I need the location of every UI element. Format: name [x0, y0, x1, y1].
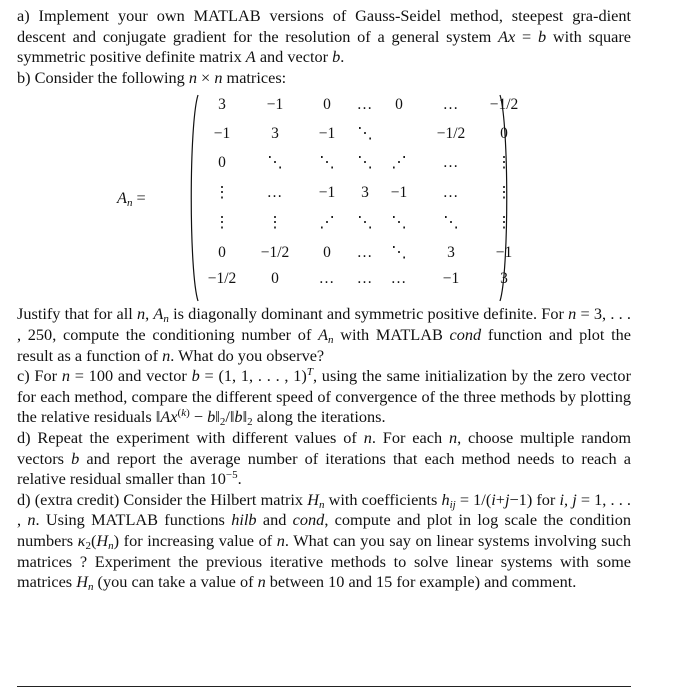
matrix-cell-r4-c7: ⋮ — [496, 184, 512, 202]
matrix-cell-r7-c6: −1 — [442, 270, 460, 288]
matrix-cell-r3-c7: ⋮ — [496, 154, 512, 172]
matrix-cell-r4-c2: … — [266, 184, 284, 202]
matrix-cell-r5-c6: ⋱ — [443, 214, 459, 232]
matrix-cell-r5-c1: ⋮ — [214, 214, 230, 232]
matrix-cell-r4-c1: ⋮ — [214, 184, 230, 202]
exercise-document — [17, 6, 631, 593]
matrix-cell-r5-c3: ⋰ — [319, 214, 335, 232]
matrix-cell-r6-c1: 0 — [218, 244, 226, 262]
matrix-cell-r4-c3: −1 — [318, 184, 336, 202]
matrix-cell-r6-c4: … — [356, 244, 374, 262]
matrix-cell-r3-c3: ⋱ — [319, 154, 335, 172]
matrix-cell-r5-c5: ⋱ — [391, 214, 407, 232]
matrix-cell-r2-c1: −1 — [213, 125, 231, 143]
matrix-cell-r2-c3: −1 — [318, 125, 336, 143]
matrix-cell-r1-c5: 0 — [395, 96, 403, 114]
matrix-cell-r1-c3: 0 — [323, 96, 331, 114]
matrix-cell-r2-c2: 3 — [271, 125, 279, 143]
part-d-paragraph: d) Repeat the experiment with different values of n. For each n, choose multiple random vectors b and report the average number of iterations that each method needs to reach a relative residual smaller than $10^{-5}$. — [17, 427, 631, 489]
matrix-cell-r1-c1: 3 — [218, 96, 226, 114]
matrix-an — [17, 92, 631, 304]
matrix-cell-r4-c4: 3 — [361, 184, 369, 202]
part-d-extra-credit-paragraph: d) (extra credit) Consider the Hilbert matrix $H_n$ with coefficients $h_{ij} = 1/(i+j-1)$ for i, j = 1, . . . , n. Using MATLAB functions hilb and cond, compute and plot in log scale the condition numbers $\kappa_2(H_n)$ for increasing value of n. What can you say on linear systems involving such matrices ? Experiment the previous iterative methods to solve linear systems with some matrices $H_n$ (you can take a value of n between 10 and 15 for example) and comment. — [17, 489, 632, 594]
matrix-cell-r1-c6: … — [442, 96, 460, 114]
part-b-justify: Justify that for all n, $A_n$ is diagonally dominant and symmetric positive definite. For n = 3, . . . , 250, compute the conditioning number of $A_n$ with MATLAB cond function and plot the result as a function of n. What do you observe? — [17, 304, 632, 365]
matrix-cell-r6-c5: ⋱ — [391, 244, 407, 262]
matrix-cell-r3-c4: ⋱ — [357, 154, 373, 172]
matrix-cell-r6-c7: −1 — [495, 244, 513, 262]
matrix-cell-r5-c2: ⋮ — [267, 214, 283, 232]
matrix-cell-r6-c3: 0 — [323, 244, 331, 262]
bottom-rule — [17, 686, 631, 687]
matrix-cell-r3-c5: ⋰ — [391, 154, 407, 172]
matrix-cell-r7-c4: … — [356, 270, 374, 288]
matrix-cell-r3-c2: ⋱ — [267, 154, 283, 172]
matrix-cell-r4-c5: −1 — [390, 184, 408, 202]
matrix-cell-r3-c6: … — [442, 154, 460, 172]
matrix-cell-r7-c5: … — [390, 270, 408, 288]
matrix-cell-r1-c4: … — [356, 96, 374, 114]
matrix-cell-r5-c4: ⋱ — [357, 214, 373, 232]
matrix-cell-r4-c6: … — [442, 184, 460, 202]
part-c-paragraph: c) For n = 100 and vector b = (1, 1, . . . , 1)$^T$, using the same initialization by the zero vector for each method, compare the different speed of convergence of the three methods by plotting the relative residuals $‖Ax^{(k)}$ − $b‖_2/‖b‖_2$ along the iterations. — [17, 366, 631, 429]
left-bracket — [187, 94, 199, 302]
matrix-cell-r7-c7: 3 — [500, 270, 508, 288]
matrix-cell-r7-c3: … — [318, 270, 336, 288]
part-a-paragraph: a) Implement your own MATLAB versions of Gauss-Seidel method, steepest gra-dient descent and conjugate gradient for the resolution of a general system Ax = b with square symmetric positive definite matrix A and vector b. — [17, 6, 632, 67]
matrix-cell-r5-c7: ⋮ — [496, 214, 512, 232]
matrix-cell-r1-c2: −1 — [266, 96, 284, 114]
matrix-cell-r2-c6: −1/2 — [436, 125, 466, 143]
matrix-cell-r7-c1: −1/2 — [207, 270, 237, 288]
part-b-intro: b) Consider the following n × n matrices: — [17, 67, 287, 87]
matrix-cell-r1-c7: −1/2 — [489, 96, 519, 114]
matrix-cell-r6-c2: −1/2 — [260, 244, 290, 262]
matrix-cell-r3-c1: 0 — [218, 154, 226, 172]
matrix-label: $A_n$ = — [117, 188, 146, 210]
matrix-cell-r2-c4: ⋱ — [357, 125, 373, 143]
matrix-cell-r2-c7: 0 — [500, 125, 508, 143]
matrix-cell-r6-c6: 3 — [447, 244, 455, 262]
matrix-cell-r7-c2: 0 — [271, 270, 279, 288]
